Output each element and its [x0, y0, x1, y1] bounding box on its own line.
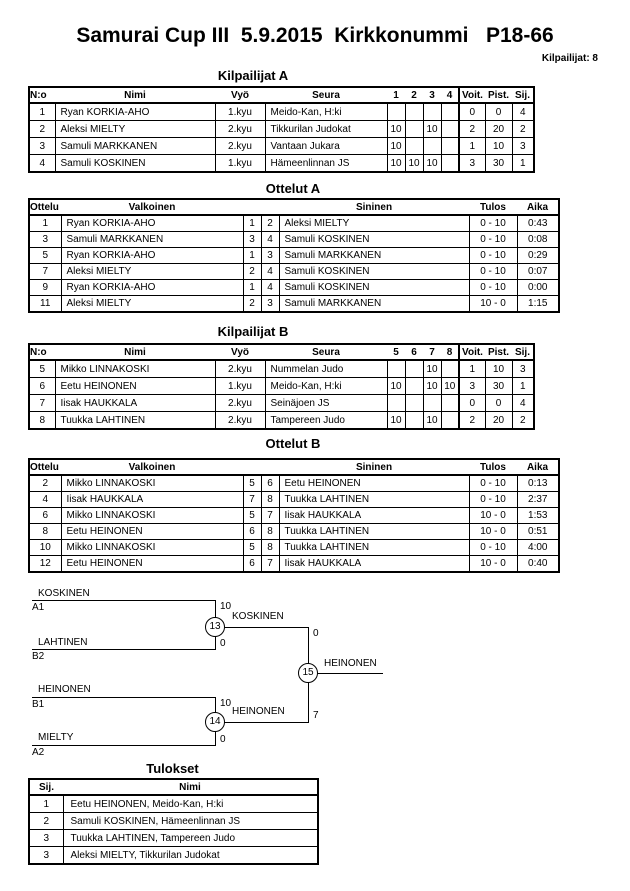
table-row: [29, 360, 534, 378]
table-cell: [405, 395, 423, 412]
table-kilpailijat-a: [28, 86, 535, 173]
table-cell: 2.kyu: [215, 412, 265, 430]
column-header: 2: [405, 87, 423, 103]
table-cell: 2.kyu: [215, 121, 265, 138]
semi2-bottom-score: 0: [220, 734, 226, 745]
table-cell: 10: [485, 360, 512, 378]
table-cell: Ryan KORKIA-AHO: [61, 215, 243, 232]
table-cell: 10: [441, 378, 459, 395]
table-cell: [405, 360, 423, 378]
section-title-kilpailijat-a: Kilpailijat A: [217, 68, 289, 83]
column-header: 1: [387, 87, 405, 103]
table-cell: 10: [387, 412, 405, 430]
table-cell: 1.kyu: [215, 155, 265, 173]
table-cell: 2: [243, 296, 261, 313]
bracket-line: [32, 697, 216, 698]
table-cell: 10: [485, 138, 512, 155]
table-cell: Samuli KOSKINEN: [279, 232, 469, 248]
column-header: N:o: [29, 87, 55, 103]
table-cell: 10: [423, 155, 441, 173]
table-cell: 2: [512, 412, 534, 430]
table-cell: 3: [29, 138, 55, 155]
table-ottelut-b: [28, 458, 560, 573]
table-cell: 0 - 10: [469, 232, 517, 248]
table-cell: Samuli MARKKANEN: [61, 232, 243, 248]
table-cell: 0:13: [517, 475, 559, 492]
table-cell: Ryan KORKIA-AHO: [55, 103, 215, 121]
column-header: Sininen: [279, 199, 469, 215]
column-header: 4: [441, 87, 459, 103]
table-cell: Ryan KORKIA-AHO: [61, 248, 243, 264]
table-cell: 0 - 10: [469, 248, 517, 264]
table-cell: 10: [387, 155, 405, 173]
table-header-row: [29, 344, 534, 360]
table-cell: 3: [512, 360, 534, 378]
table-cell: 10: [387, 121, 405, 138]
table-cell: Aleksi MIELTY: [61, 264, 243, 280]
table-cell: 10 - 0: [469, 296, 517, 313]
bracket-line: [32, 600, 216, 601]
table-cell: Iisak HAUKKALA: [279, 556, 469, 573]
table-cell: Meido-Kan, H:ki: [265, 378, 387, 395]
column-header: Nimi: [63, 779, 318, 795]
table-cell: 4: [261, 232, 279, 248]
column-header: Nimi: [55, 87, 215, 103]
table-cell: 10: [387, 378, 405, 395]
table-cell: 6: [243, 524, 261, 540]
table-cell: 9: [29, 280, 61, 296]
match-15-circle: 15: [298, 663, 318, 683]
table-cell: Hämeenlinnan JS: [265, 155, 387, 173]
table-row: [29, 264, 559, 280]
table-row: [29, 508, 559, 524]
table-cell: 4: [512, 395, 534, 412]
table-row: [29, 556, 559, 573]
column-header: Pist.: [485, 87, 512, 103]
table-cell: 10 - 0: [469, 556, 517, 573]
semi1-bottom-name: LAHTINEN: [38, 637, 88, 648]
column-header: Pist.: [485, 344, 512, 360]
table-row: [29, 524, 559, 540]
table-cell: [441, 395, 459, 412]
table-cell: 6: [29, 508, 61, 524]
semi1-top-score: 10: [220, 601, 232, 612]
table-cell: [423, 395, 441, 412]
table-cell: 0: [485, 103, 512, 121]
match-13-circle: 13: [205, 617, 225, 637]
table-cell: 1.kyu: [215, 378, 265, 395]
table-cell: 12: [29, 556, 61, 573]
semi2-top-seed: B1: [32, 699, 45, 710]
table-cell: 2: [29, 121, 55, 138]
table-cell: Eetu HEINONEN, Meido-Kan, H:ki: [63, 795, 318, 813]
table-cell: 1: [512, 378, 534, 395]
competitor-count: Kilpailijat: 8: [541, 53, 598, 64]
column-header: 6: [405, 344, 423, 360]
table-cell: 6: [243, 556, 261, 573]
table-row: [29, 103, 534, 121]
table-cell: [423, 103, 441, 121]
table-cell: 0: [459, 103, 485, 121]
table-cell: 5: [243, 508, 261, 524]
final-winner-name: HEINONEN: [324, 658, 377, 669]
semi1-winner-name: KOSKINEN: [232, 611, 284, 622]
table-cell: 5: [243, 540, 261, 556]
table-row: [29, 248, 559, 264]
table-cell: 10: [423, 378, 441, 395]
table-cell: 0: [485, 395, 512, 412]
column-header: Ottelu: [29, 199, 61, 215]
table-cell: 10: [423, 121, 441, 138]
bracket-line: [216, 627, 308, 628]
table-cell: Seinäjoen JS: [265, 395, 387, 412]
table-cell: [441, 155, 459, 173]
table-cell: 5: [29, 248, 61, 264]
table-row: [29, 138, 534, 155]
table-cell: 1: [29, 215, 61, 232]
table-cell: 7: [29, 264, 61, 280]
table-row: [29, 475, 559, 492]
table-cell: 10 - 0: [469, 508, 517, 524]
column-header: N:o: [29, 344, 55, 360]
table-cell: 0:29: [517, 248, 559, 264]
table-cell: Samuli MARKKANEN: [279, 248, 469, 264]
table-header-row: [29, 199, 559, 215]
table-row: [29, 412, 534, 430]
table-cell: 7: [261, 556, 279, 573]
table-cell: Eetu HEINONEN: [61, 524, 243, 540]
table-cell: 4: [29, 155, 55, 173]
table-row: [29, 280, 559, 296]
table-cell: 0: [459, 395, 485, 412]
column-header: Vyö: [215, 344, 265, 360]
table-cell: [441, 412, 459, 430]
table-cell: Tuukka LAHTINEN: [279, 492, 469, 508]
table-cell: 0 - 10: [469, 492, 517, 508]
table-cell: Tikkurilan Judokat: [265, 121, 387, 138]
column-header: 5: [387, 344, 405, 360]
table-cell: [405, 121, 423, 138]
table-cell: 3: [261, 296, 279, 313]
column-header: [243, 459, 261, 475]
table-cell: 20: [485, 121, 512, 138]
column-header: Seura: [265, 87, 387, 103]
table-cell: 7: [29, 395, 55, 412]
table-cell: 2.kyu: [215, 138, 265, 155]
table-row: [29, 830, 318, 847]
match-14-circle: 14: [205, 712, 225, 732]
table-cell: 8: [261, 540, 279, 556]
table-cell: 4: [29, 492, 61, 508]
table-cell: Aleksi MIELTY: [279, 215, 469, 232]
table-cell: 10: [387, 138, 405, 155]
table-cell: 0:07: [517, 264, 559, 280]
table-cell: [405, 138, 423, 155]
semi1-bottom-score: 0: [220, 638, 226, 649]
table-cell: 5: [243, 475, 261, 492]
table-kilpailijat-b: [28, 343, 535, 430]
table-cell: Vantaan Jukara: [265, 138, 387, 155]
table-cell: 1: [29, 795, 63, 813]
table-cell: 2: [29, 475, 61, 492]
bracket-line: [32, 649, 216, 650]
table-cell: 1: [29, 103, 55, 121]
table-cell: 3: [29, 830, 63, 847]
table-row: [29, 155, 534, 173]
table-cell: Mikko LINNAKOSKI: [55, 360, 215, 378]
table-cell: 20: [485, 412, 512, 430]
table-cell: 2: [29, 813, 63, 830]
table-row: [29, 215, 559, 232]
table-cell: Tuukka LAHTINEN, Tampereen Judo: [63, 830, 318, 847]
table-cell: [387, 103, 405, 121]
table-cell: 3: [29, 232, 61, 248]
table-cell: Samuli KOSKINEN: [279, 280, 469, 296]
column-header: Seura: [265, 344, 387, 360]
column-header: Valkoinen: [61, 459, 243, 475]
table-cell: 1: [243, 248, 261, 264]
final-top-score: 0: [313, 628, 319, 639]
column-header: Sininen: [279, 459, 469, 475]
column-header: Valkoinen: [61, 199, 243, 215]
table-cell: 1: [243, 280, 261, 296]
table-cell: Mikko LINNAKOSKI: [61, 508, 243, 524]
table-cell: 10: [29, 540, 61, 556]
table-cell: 0 - 10: [469, 540, 517, 556]
table-cell: Eetu HEINONEN: [55, 378, 215, 395]
table-cell: 4: [512, 103, 534, 121]
table-cell: Aleksi MIELTY: [55, 121, 215, 138]
table-cell: 11: [29, 296, 61, 313]
table-cell: 0:43: [517, 215, 559, 232]
table-cell: 2: [512, 121, 534, 138]
table-cell: 10 - 0: [469, 524, 517, 540]
table-cell: 0:40: [517, 556, 559, 573]
semi2-winner-name: HEINONEN: [232, 706, 285, 717]
table-cell: 0 - 10: [469, 280, 517, 296]
table-cell: 2.kyu: [215, 395, 265, 412]
table-cell: 30: [485, 378, 512, 395]
table-cell: 2: [459, 121, 485, 138]
column-header: 8: [441, 344, 459, 360]
table-cell: 1: [512, 155, 534, 173]
table-cell: 2.kyu: [215, 360, 265, 378]
table-cell: Samuli MARKKANEN: [279, 296, 469, 313]
table-cell: 1:15: [517, 296, 559, 313]
table-cell: 10: [405, 155, 423, 173]
table-row: [29, 540, 559, 556]
table-row: [29, 395, 534, 412]
table-cell: [441, 138, 459, 155]
column-header: Sij.: [512, 87, 534, 103]
final-bracket: [0, 585, 630, 780]
table-cell: Aleksi MIELTY, Tikkurilan Judokat: [63, 847, 318, 865]
bracket-line: [309, 673, 383, 674]
column-header: [261, 199, 279, 215]
table-cell: Tampereen Judo: [265, 412, 387, 430]
column-header: [243, 199, 261, 215]
column-header: Sij.: [512, 344, 534, 360]
table-cell: 3: [459, 378, 485, 395]
table-cell: 1: [243, 215, 261, 232]
table-cell: 6: [261, 475, 279, 492]
table-cell: 3: [261, 248, 279, 264]
table-tulokset: [28, 778, 319, 865]
table-cell: 1.kyu: [215, 103, 265, 121]
table-cell: 3: [459, 155, 485, 173]
table-cell: Tuukka LAHTINEN: [55, 412, 215, 430]
table-cell: 2: [243, 264, 261, 280]
table-cell: 0 - 10: [469, 215, 517, 232]
table-cell: 8: [261, 524, 279, 540]
table-cell: 3: [512, 138, 534, 155]
table-cell: 0 - 10: [469, 475, 517, 492]
column-header: 3: [423, 87, 441, 103]
table-cell: Eetu HEINONEN: [279, 475, 469, 492]
table-cell: 5: [29, 360, 55, 378]
table-cell: 10: [423, 360, 441, 378]
final-bottom-score: 7: [313, 710, 319, 721]
column-header: [261, 459, 279, 475]
column-header: Vyö: [215, 87, 265, 103]
column-header: Tulos: [469, 199, 517, 215]
table-cell: Samuli KOSKINEN: [55, 155, 215, 173]
table-header-row: [29, 459, 559, 475]
table-cell: 1: [459, 360, 485, 378]
table-ottelut-a: [28, 198, 560, 313]
table-row: [29, 378, 534, 395]
table-cell: 8: [261, 492, 279, 508]
table-row: [29, 813, 318, 830]
column-header: Aika: [517, 199, 559, 215]
table-cell: 10: [423, 412, 441, 430]
table-cell: 3: [243, 232, 261, 248]
table-cell: 7: [243, 492, 261, 508]
table-cell: [423, 138, 441, 155]
table-cell: 30: [485, 155, 512, 173]
column-header: Aika: [517, 459, 559, 475]
table-cell: 6: [29, 378, 55, 395]
table-cell: Iisak HAUKKALA: [279, 508, 469, 524]
semi2-bottom-seed: A2: [32, 747, 45, 758]
table-cell: 4: [261, 264, 279, 280]
table-cell: 4: [261, 280, 279, 296]
table-row: [29, 296, 559, 313]
section-title-tulokset: Tulokset: [146, 761, 199, 776]
semi2-bottom-name: MIELTY: [38, 732, 74, 743]
table-cell: 1: [459, 138, 485, 155]
table-row: [29, 232, 559, 248]
table-cell: Tuukka LAHTINEN: [279, 540, 469, 556]
table-cell: Eetu HEINONEN: [61, 556, 243, 573]
section-title-kilpailijat-b: Kilpailijat B: [217, 324, 289, 339]
table-cell: Tuukka LAHTINEN: [279, 524, 469, 540]
section-title-ottelut-a: Ottelut A: [265, 181, 321, 196]
table-cell: Iisak HAUKKALA: [55, 395, 215, 412]
table-cell: Mikko LINNAKOSKI: [61, 475, 243, 492]
table-cell: 2: [261, 215, 279, 232]
column-header: 7: [423, 344, 441, 360]
table-header-row: [29, 87, 534, 103]
table-cell: Iisak HAUKKALA: [61, 492, 243, 508]
table-row: [29, 847, 318, 865]
table-cell: [387, 360, 405, 378]
table-cell: Meido-Kan, H:ki: [265, 103, 387, 121]
table-cell: Mikko LINNAKOSKI: [61, 540, 243, 556]
semi1-top-seed: A1: [32, 602, 45, 613]
semi1-bottom-seed: B2: [32, 651, 45, 662]
table-cell: 2:37: [517, 492, 559, 508]
column-header: Tulos: [469, 459, 517, 475]
table-cell: 0:08: [517, 232, 559, 248]
table-cell: 3: [29, 847, 63, 865]
table-cell: 8: [29, 412, 55, 430]
column-header: Nimi: [55, 344, 215, 360]
table-cell: Aleksi MIELTY: [61, 296, 243, 313]
table-header-row: [29, 779, 318, 795]
table-cell: 4:00: [517, 540, 559, 556]
table-row: [29, 121, 534, 138]
table-cell: Samuli KOSKINEN: [279, 264, 469, 280]
table-cell: [405, 412, 423, 430]
table-cell: [441, 121, 459, 138]
table-cell: 0:51: [517, 524, 559, 540]
table-cell: 7: [261, 508, 279, 524]
section-title-ottelut-b: Ottelut B: [265, 436, 321, 451]
semi2-top-score: 10: [220, 698, 232, 709]
bracket-line: [216, 722, 308, 723]
table-cell: Nummelan Judo: [265, 360, 387, 378]
column-header: Voit.: [459, 344, 485, 360]
table-cell: [405, 378, 423, 395]
table-cell: 0 - 10: [469, 264, 517, 280]
column-header: Voit.: [459, 87, 485, 103]
table-cell: [405, 103, 423, 121]
table-cell: 0:00: [517, 280, 559, 296]
table-row: [29, 492, 559, 508]
table-cell: 2: [459, 412, 485, 430]
semi1-top-name: KOSKINEN: [38, 588, 90, 599]
table-cell: 1:53: [517, 508, 559, 524]
table-cell: [441, 103, 459, 121]
table-cell: Samuli MARKKANEN: [55, 138, 215, 155]
column-header: Ottelu: [29, 459, 61, 475]
page-title: Samurai Cup III 5.9.2015 Kirkkonummi P18-66: [76, 24, 554, 47]
table-cell: [441, 360, 459, 378]
column-header: Sij.: [29, 779, 63, 795]
table-cell: Ryan KORKIA-AHO: [61, 280, 243, 296]
table-row: [29, 795, 318, 813]
table-cell: Samuli KOSKINEN, Hämeenlinnan JS: [63, 813, 318, 830]
semi2-top-name: HEINONEN: [38, 684, 91, 695]
bracket-line: [32, 745, 216, 746]
table-cell: 8: [29, 524, 61, 540]
table-cell: [387, 395, 405, 412]
